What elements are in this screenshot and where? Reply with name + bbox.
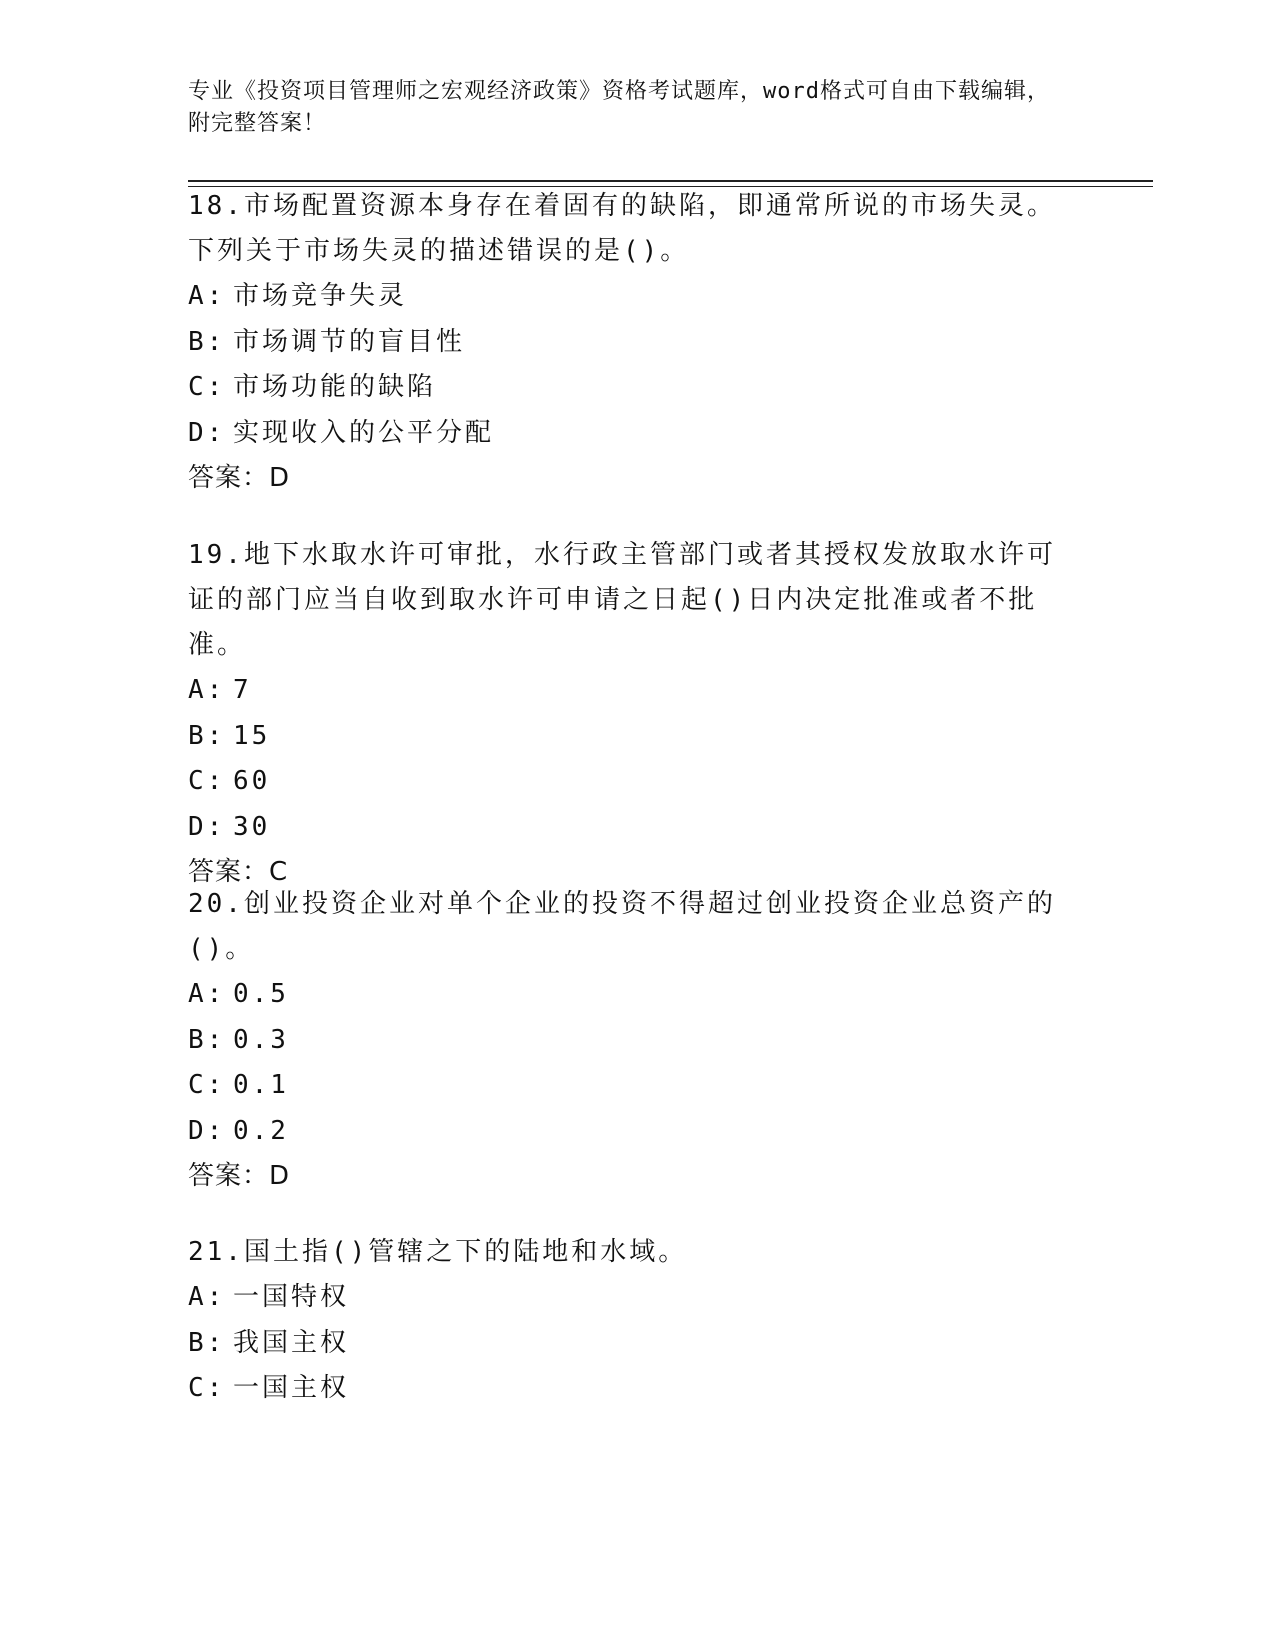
- option-a: A: 一国特权: [188, 1282, 350, 1312]
- answer-line: 答案：C: [188, 857, 289, 887]
- question-block: [188, 1230, 1078, 1412]
- question-stem: 20.创业投资企业对单个企业的投资不得超过创业投资企业总资产的()。: [188, 889, 1056, 964]
- option-d: D: 30: [188, 811, 271, 842]
- option-a: A: 市场竞争失灵: [188, 281, 408, 311]
- header-divider: [188, 180, 1153, 182]
- option-c: C: 60: [188, 766, 271, 796]
- option-d: D: 0.2: [188, 1115, 289, 1146]
- option-c: C: 一国主权: [188, 1373, 350, 1403]
- question-block: [188, 184, 1078, 501]
- document-header: 专业《投资项目管理师之宏观经济政策》资格考试题库，word格式可自由下载编辑，附完整答案！: [188, 79, 1050, 136]
- option-c: C: 市场功能的缺陷: [188, 372, 437, 402]
- question-stem: 21.国土指()管辖之下的陆地和水域。: [188, 1237, 688, 1267]
- question-block: [188, 533, 1078, 895]
- question-stem: 19.地下水取水许可审批，水行政主管部门或者其授权发放取水许可证的部门应当自收到取水许可申请之日起()日内决定批准或者不批准。: [188, 540, 1056, 660]
- option-a: A: 0.5: [188, 979, 289, 1009]
- question-block: [188, 882, 1078, 1199]
- option-a: A: 7: [188, 675, 252, 705]
- option-c: C: 0.1: [188, 1070, 289, 1100]
- option-b: B: 0.3: [188, 1024, 289, 1055]
- option-b: B: 我国主权: [188, 1327, 350, 1358]
- question-stem: 18.市场配置资源本身存在着固有的缺陷，即通常所说的市场失灵。下列关于市场失灵的描述错误的是()。: [188, 191, 1056, 266]
- option-b: B: 市场调节的盲目性: [188, 326, 466, 357]
- option-b: B: 15: [188, 720, 271, 751]
- option-d: D: 实现收入的公平分配: [188, 417, 495, 448]
- answer-line: 答案：D: [188, 463, 291, 493]
- answer-line: 答案：D: [188, 1161, 291, 1191]
